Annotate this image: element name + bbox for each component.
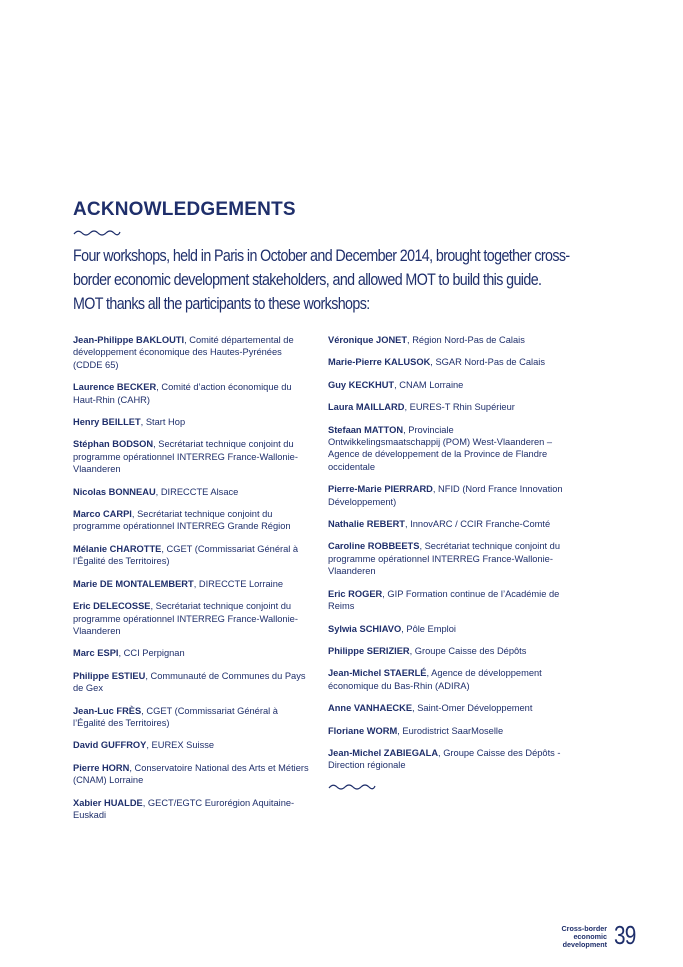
participant-entry: [73, 762, 313, 787]
participants-left-column: [73, 334, 313, 831]
participant-org: , NFID (Nord France Innovation Développement): [328, 484, 563, 507]
participant-org: , Région Nord-Pas de Calais: [407, 335, 525, 345]
participant-org: , Secrétariat technique conjoint du programme opérationnel INTERREG Grande Région: [73, 509, 291, 532]
participant-entry: [328, 747, 568, 772]
participant-name: Pierre-Marie PIERRARD: [328, 484, 433, 495]
participant-name: Stéphan BODSON: [73, 439, 154, 450]
intro-paragraph: Four workshops, held in Paris in October and December 2014, brought together cross-border economic development stakeholders, and allowed MOT to build this guide. MOT thanks all the participants to these workshops:: [73, 246, 570, 313]
participant-entry: [328, 518, 568, 530]
participant-org: , Start Hop: [140, 417, 186, 428]
participant-name: Eric DELECOSSE: [73, 601, 151, 612]
participant-org: , DIRECCTE Alsace: [155, 486, 239, 497]
participant-name: Jean-Luc FRÈS: [73, 705, 142, 716]
participant-name: Jean-Michel ZABIEGALA: [328, 747, 439, 758]
footer-label-line: Cross-border: [561, 924, 607, 933]
participant-org: , GIP Formation continue de l’Académie de Reims: [328, 588, 560, 612]
participant-entry: [328, 424, 568, 474]
participant-entry: [73, 438, 313, 475]
participant-name: Jean-Philippe BAKLOUTI: [73, 335, 185, 345]
participant-org: , GECT/EGTC Eurorégion Aquitaine-Euskadi: [73, 797, 295, 820]
participant-entry: [73, 334, 313, 371]
participant-name: Philippe ESTIEU: [73, 670, 146, 681]
participant-entry: [328, 588, 568, 613]
participant-org: , Secrétariat technique conjoint du programme opérationnel INTERREG France-Wallonie-Vlaanderen: [328, 541, 561, 577]
wave-divider-icon: [328, 782, 376, 792]
participant-name: Marco CARPI: [73, 509, 132, 520]
participant-name: Philippe SERIZIER: [328, 645, 410, 656]
participant-org: , DIRECCTE Lorraine: [193, 578, 284, 589]
participant-name: Véronique JONET: [328, 335, 408, 345]
participant-entry: [73, 797, 313, 822]
participant-entry: [73, 416, 313, 428]
wave-divider-icon: [73, 228, 121, 238]
participant-org: , Pôle Emploi: [401, 623, 456, 634]
participant-entry: [73, 600, 313, 637]
participant-name: Jean-Michel STAERLÉ: [328, 668, 427, 679]
footer-label-line: development: [562, 940, 607, 950]
participant-name: Henry BEILLET: [73, 417, 141, 428]
participant-name: Laurence BECKER: [73, 382, 157, 393]
participant-org: , EURES-T Rhin Supérieur: [404, 402, 515, 413]
participant-org: , Groupe Caisse des Dépôts - Direction régionale: [328, 747, 561, 771]
participant-entry: [328, 645, 568, 657]
participant-org: , Provinciale Ontwikkelingsmaatschappij (POM) West-Vlaanderen – Agence de développement de la Province de Flandre occidentale: [328, 424, 553, 472]
participant-entry: [73, 486, 313, 498]
participant-org: , Secrétariat technique conjoint du programme opérationnel INTERREG France-Wallonie-Vlaanderen: [73, 601, 298, 636]
participant-org: , Agence de développement économique du Bas-Rhin (ADIRA): [328, 668, 542, 691]
participant-org: , Saint-Omer Développement: [412, 703, 533, 714]
participant-entry: [73, 381, 313, 406]
participant-org: , SGAR Nord-Pas de Calais: [430, 357, 546, 368]
participant-entry: [328, 379, 568, 391]
page-title: ACKNOWLEDGEMENTS: [73, 199, 296, 220]
participant-name: Xabier HUALDE: [73, 797, 143, 808]
participant-name: Laura MAILLARD: [328, 402, 405, 413]
participant-entry: [328, 356, 568, 368]
participant-org: , CCI Perpignan: [118, 648, 185, 659]
participant-name: Pierre HORN: [73, 762, 130, 773]
participant-entry: [328, 334, 568, 346]
participant-name: Nicolas BONNEAU: [73, 486, 156, 497]
participant-entry: [328, 540, 568, 577]
participant-name: Eric ROGER: [328, 588, 383, 599]
participant-name: Marc ESPI: [73, 648, 119, 659]
participant-org: , CNAM Lorraine: [394, 379, 464, 390]
participant-name: Nathalie REBERT: [328, 519, 405, 530]
participants-right-column: [328, 334, 568, 792]
participant-name: Caroline ROBBEETS: [328, 541, 420, 552]
participant-org: , InnovARC / CCIR Franche-Comté: [404, 519, 551, 530]
participant-entry: [73, 647, 313, 659]
participant-entry: [328, 702, 568, 714]
participant-entry: [73, 578, 313, 590]
participant-org: , Groupe Caisse des Dépôts: [409, 645, 527, 656]
participant-name: Stefaan MATTON: [328, 424, 404, 435]
participant-org: , Secrétariat technique conjoint du programme opérationnel INTERREG France-Wallonie-Vlaanderen: [73, 439, 298, 475]
participant-name: David GUFFROY: [73, 740, 147, 751]
participant-name: Guy KECKHUT: [328, 379, 395, 390]
participant-org: , Conservatoire National des Arts et Métiers (CNAM) Lorraine: [73, 762, 309, 786]
participant-entry: [73, 543, 313, 568]
footer-label-line: economic: [573, 932, 607, 942]
participant-name: Floriane WORM: [328, 725, 398, 736]
participant-entry: [73, 508, 313, 533]
participant-entry: [73, 739, 313, 751]
participant-entry: [328, 483, 568, 508]
participant-org: , Comité départemental de développement économique des Hautes-Pyrénées (CDDE 65): [73, 335, 294, 370]
page-number: 39: [614, 920, 636, 950]
participant-entry: [73, 705, 313, 730]
participant-name: Mélanie CHAROTTE: [73, 543, 162, 554]
participant-org: , Eurodistrict SaarMoselle: [397, 725, 504, 736]
participant-entry: [328, 725, 568, 737]
participant-org: , CGET (Commissariat Général à l’Égalité des Territoires): [73, 705, 278, 728]
participant-org: , CGET (Commissariat Général à l’Égalité des Territoires): [73, 543, 299, 567]
participant-entry: [328, 623, 568, 635]
participant-org: , Comité d’action économique du Haut-Rhin (CAHR): [73, 382, 292, 405]
footer-section-label: [561, 925, 607, 950]
participant-name: Sylwia SCHIAVO: [328, 623, 402, 634]
participant-org: , EUREX Suisse: [146, 740, 215, 751]
participant-name: Marie-Pierre KALUSOK: [328, 357, 431, 368]
participant-name: Marie DE MONTALEMBERT: [73, 578, 194, 589]
participant-name: Anne VANHAECKE: [328, 703, 413, 714]
participant-entry: [73, 670, 313, 695]
participant-org: , Communauté de Communes du Pays de Gex: [73, 670, 306, 694]
participant-entry: [328, 667, 568, 692]
participant-entry: [328, 401, 568, 413]
